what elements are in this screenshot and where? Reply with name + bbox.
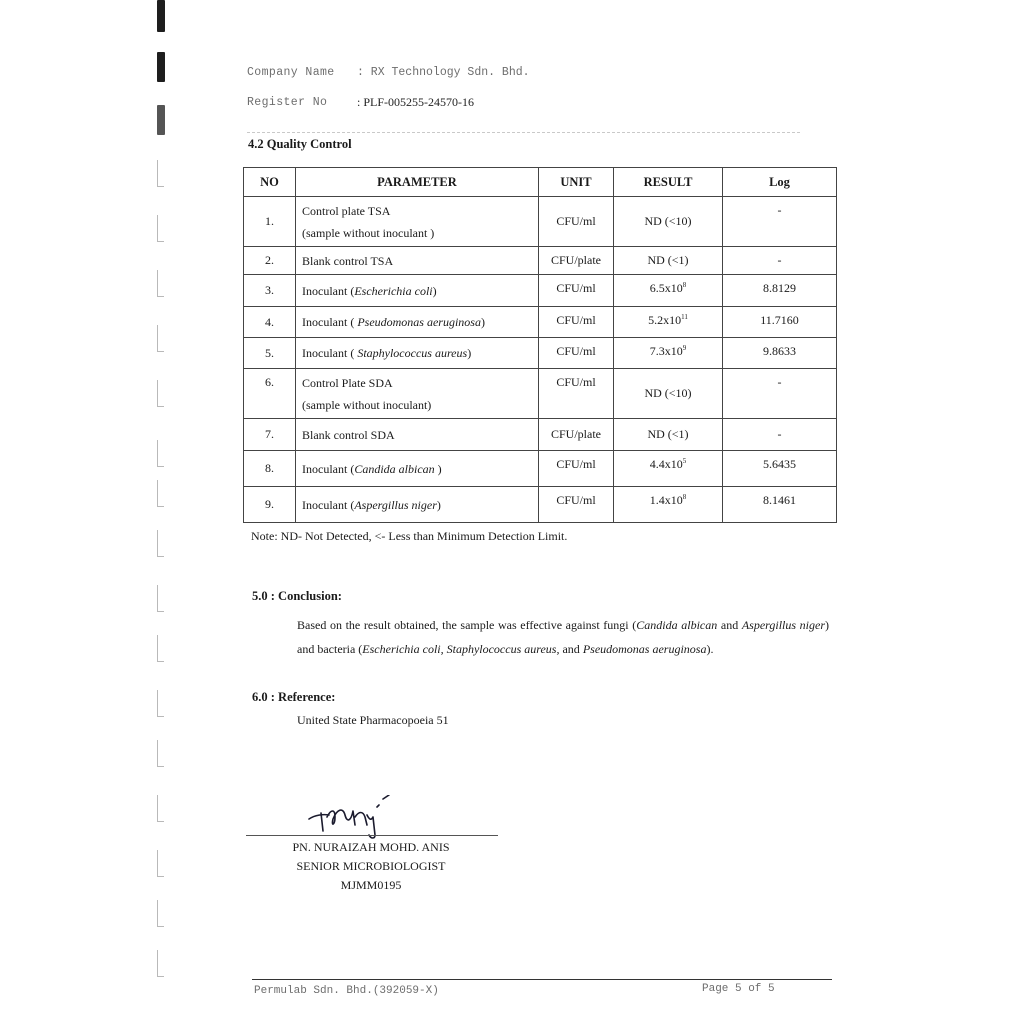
result-exponent: 9 [682,344,687,352]
row-unit: CFU/plate [539,419,614,451]
conclusion-fragment: and [717,618,742,632]
signature-line [246,835,498,836]
row-unit: CFU/ml [539,275,614,307]
row-log: - [723,247,837,275]
col-header-no: NO [244,168,296,197]
parameter-prefix: Inoculant ( [302,461,355,476]
conclusion-text [297,613,829,661]
result-exponent: 8 [682,493,687,501]
row-parameter [296,197,539,247]
row-no: 6. [244,369,296,419]
parameter-prefix: Inoculant ( [302,346,358,360]
table-row [244,197,837,247]
row-parameter [296,338,539,369]
margin-tick [157,585,164,612]
row-unit: CFU/ml [539,338,614,369]
row-unit: CFU/plate [539,247,614,275]
binder-mark [157,105,165,135]
margin-tick [157,690,164,717]
row-parameter [296,369,539,419]
result-exponent: 8 [682,281,687,289]
margin-tick [157,160,164,187]
row-result [614,275,723,307]
organism-name: Escherichia coli [354,283,433,298]
row-unit: CFU/ml [539,451,614,487]
table-row [244,247,837,275]
parameter-suffix: ) [436,497,441,512]
row-log: - [723,419,837,451]
row-result: ND (<1) [614,419,723,451]
margin-tick [157,480,164,507]
table-row [244,307,837,338]
register-no-value: : PLF-005255-24570-16 [357,95,474,109]
conclusion-fragment: and [559,642,583,656]
result-base: 6.5x10 [649,281,683,295]
organism-name: Candida albican [354,461,435,476]
quality-control-table [243,167,837,523]
row-parameter [296,275,539,307]
register-no-label: Register No [247,96,328,109]
row-no: 7. [244,419,296,451]
row-parameter [296,451,539,487]
footer-company: Permulab Sdn. Bhd.(392059-X) [254,985,439,997]
row-parameter [296,307,539,338]
section-title-reference: 6.0 : Reference: [252,690,336,704]
margin-tick [157,380,164,407]
signatory-position: SENIOR MICROBIOLOGIST [296,859,446,873]
signatory-name: PN. NURAIZAH MOHD. ANIS [292,840,450,854]
margin-tick [157,900,164,927]
fungus-name: Candida albican [636,618,718,632]
parameter-line: (sample without inoculant) [302,397,432,412]
organism-name: Pseudomonas aeruginosa [357,315,481,329]
result-base: 4.4x10 [649,457,683,471]
table-note: Note: ND- Not Detected, <- Less than Minimum Detection Limit. [251,529,568,543]
col-header-log: Log [723,168,837,197]
bacteria-names: Escherichia coli, Staphylococcus aureus, [362,642,560,656]
row-no: 9. [244,487,296,523]
row-result [614,451,723,487]
conclusion-fragment: ) and bacteria ( [297,618,830,656]
margin-tick [157,440,164,467]
row-unit: CFU/ml [539,487,614,523]
row-no: 5. [244,338,296,369]
margin-tick [157,950,164,977]
row-log: 11.7160 [723,307,837,338]
table-row [244,487,837,523]
section-title-conclusion: 5.0 : Conclusion: [252,589,342,603]
parameter-line: Control Plate SDA [302,375,393,390]
conclusion-fragment: ). [706,642,714,656]
row-no: 8. [244,451,296,487]
header-divider [247,132,800,133]
parameter-line: (sample without inoculant ) [302,225,435,240]
binder-mark [157,52,165,82]
row-log: 9.8633 [723,338,837,369]
row-log: 5.6435 [723,451,837,487]
row-result: ND (<1) [614,247,723,275]
row-result [614,338,723,369]
row-unit: CFU/ml [539,369,614,419]
row-result [614,307,723,338]
result-base: 1.4x10 [649,493,683,507]
margin-tick [157,325,164,352]
parameter-suffix: ) [480,315,485,329]
footer-divider [252,979,832,980]
row-log: 8.8129 [723,275,837,307]
parameter-suffix: ) [467,346,472,360]
row-parameter [296,487,539,523]
margin-tick [157,795,164,822]
row-no: 1. [244,197,296,247]
margin-tick [157,850,164,877]
row-parameter: Blank control TSA [296,247,539,275]
result-base: 7.3x10 [649,344,683,358]
margin-tick [157,635,164,662]
fungus-name: Aspergillus niger [741,618,826,632]
binder-mark [157,0,165,32]
bacteria-name: Pseudomonas aeruginosa [582,642,707,656]
row-result [614,487,723,523]
parameter-prefix: Inoculant ( [302,283,355,298]
col-header-parameter: PARAMETER [296,168,539,197]
result-base: 5.2x10 [648,313,682,327]
parameter-prefix: Inoculant ( [302,315,358,329]
company-name-value: : RX Technology Sdn. Bhd. [357,66,530,79]
footer-page-number: Page 5 of 5 [702,983,775,995]
parameter-prefix: Inoculant ( [302,497,355,512]
row-no: 4. [244,307,296,338]
row-unit: CFU/ml [539,197,614,247]
section-title-quality-control: 4.2 Quality Control [248,137,352,151]
table-header-row [244,168,837,197]
row-log: 8.1461 [723,487,837,523]
company-name-label: Company Name [247,66,335,79]
signatory-block [256,838,486,895]
table-row [244,338,837,369]
reference-text: United State Pharmacopoeia 51 [297,713,449,727]
result-exponent: 11 [681,313,688,321]
row-unit: CFU/ml [539,307,614,338]
parameter-suffix: ) [432,283,437,298]
table-row [244,419,837,451]
conclusion-paragraph [297,613,829,661]
result-exponent: 5 [682,457,687,465]
margin-tick [157,215,164,242]
row-log: - [723,197,837,247]
margin-tick [157,740,164,767]
table-row [244,369,837,419]
parameter-suffix: ) [434,461,442,476]
parameter-line: Control plate TSA [302,203,391,218]
margin-tick [157,530,164,557]
conclusion-fragment: Based on the result obtained, the sample was effective against fungi ( [297,618,637,632]
col-header-result: RESULT [614,168,723,197]
row-result: ND (<10) [614,369,723,419]
signatory-id: MJMM0195 [340,878,402,892]
organism-name: Staphylococcus aureus [357,346,468,360]
organism-name: Aspergillus niger [354,497,437,512]
col-header-unit: UNIT [539,168,614,197]
row-result: ND (<10) [614,197,723,247]
row-no: 2. [244,247,296,275]
row-no: 3. [244,275,296,307]
row-log: - [723,369,837,419]
table-row [244,451,837,487]
row-parameter: Blank control SDA [296,419,539,451]
table-row [244,275,837,307]
margin-tick [157,270,164,297]
